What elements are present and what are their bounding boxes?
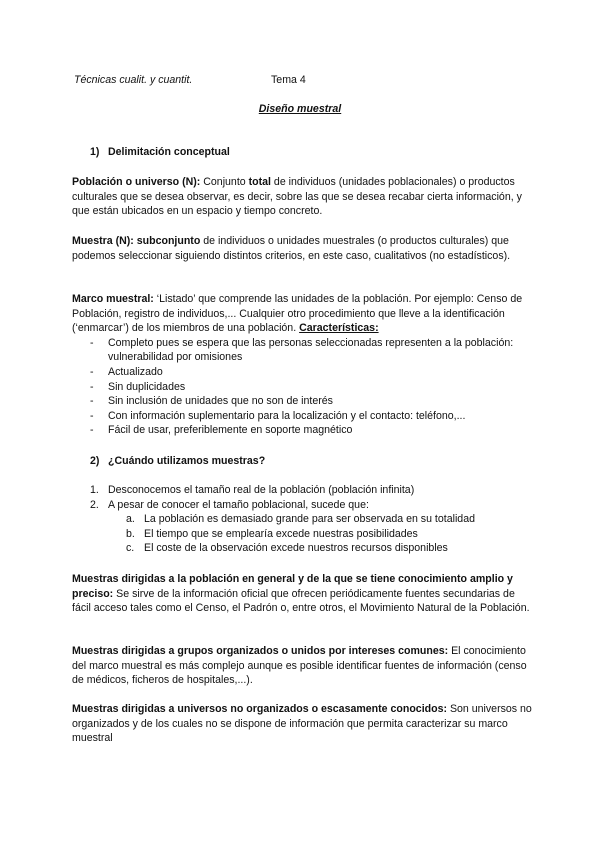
item-letter: b. <box>126 527 135 540</box>
bold-text: total <box>248 176 271 188</box>
sub-list-item <box>126 512 530 527</box>
text: Son universos no organizados y de los cuales no se dispone de información que permita caracterizar su marco muestral <box>72 703 532 745</box>
list-item: - Con información suplementario para la localización y el contacto: teléfono,... <box>90 409 532 424</box>
item-text: Desconocemos el tamaño real de la población (población infinita) <box>108 484 415 496</box>
section-1-heading <box>90 145 230 160</box>
section-1-title: Delimitación conceptual <box>108 146 230 158</box>
paragraph-poblacion <box>72 175 532 219</box>
paragraph-muestra <box>72 234 532 263</box>
bold-text: subconjunto <box>133 235 201 247</box>
item-text: La población es demasiado grande para ser observada en su totalidad <box>144 513 475 526</box>
term-marco: Marco muestral: <box>72 293 154 305</box>
text: de individuos o unidades muestrales (o productos culturales) que podemos seleccionar siguiendo distintos criterios, en este caso, cualitativos (no estadísticos). <box>72 235 511 262</box>
item-letter: a. <box>126 513 135 526</box>
page-title: Diseño muestral <box>258 103 342 115</box>
list-item: - Sin duplicidades <box>90 380 532 395</box>
header-topic: Tema 4 <box>271 74 306 86</box>
list-item: - Actualizado <box>90 365 532 380</box>
term-muestra: Muestra (N): <box>72 235 134 247</box>
list-item <box>90 498 530 556</box>
caracteristicas-list <box>90 336 532 438</box>
text: Conjunto <box>200 176 249 188</box>
term-dirigidas-universos: Muestras dirigidas a universos no organizados o escasamente conocidos: <box>72 703 448 715</box>
section-2-title: ¿Cuándo utilizamos muestras? <box>108 455 266 467</box>
list-item: - Sin inclusión de unidades que no son de interés <box>90 394 532 409</box>
item-letter: c. <box>126 542 135 555</box>
item-text: El coste de la observación excede nuestros recursos disponibles <box>144 542 448 555</box>
term-dirigidas-grupos: Muestras dirigidas a grupos organizados o unidos por intereses comunes: <box>72 645 449 657</box>
list-item <box>90 483 530 498</box>
text: de individuos (unidades poblacionales) o productos culturales que se desea observar, es decir, sobre las que se desea recabar cierta información, y que están ubicados en un espacio y tiempo concreto. <box>72 176 522 218</box>
item-text: El tiempo que se emplearía excede nuestras posibilidades <box>144 527 418 540</box>
paragraph-dirigidas-grupos <box>72 644 532 688</box>
sub-list-item <box>126 541 530 556</box>
caracteristicas-label: Características: <box>299 322 379 335</box>
list-item: - Fácil de usar, preferiblemente en soporte magnético <box>90 423 532 438</box>
paragraph-dirigidas-general <box>72 572 532 616</box>
section-2-heading <box>90 454 265 469</box>
paragraph-dirigidas-universos <box>72 702 532 746</box>
sub-list-item <box>126 527 530 542</box>
section-2-number: 2) <box>90 455 100 467</box>
paragraph-marco <box>72 292 532 438</box>
header-course: Técnicas cualit. y cuantit. <box>74 74 193 86</box>
item-number: 1. <box>90 484 99 496</box>
term-dirigidas-general: Muestras dirigidas a la población en general y de la que se tiene conocimiento amplio y preciso: <box>72 573 513 600</box>
text: ‘Listado’ que comprende las unidades de la población. Por ejemplo: Censo de Población, registro de individuos,... Cualquier otro procedimiento que lleve a la identificación (‘enmarcar’) de los miembros de una población. <box>72 293 523 335</box>
item-number: 2. <box>90 498 99 511</box>
section-1-number: 1) <box>90 146 100 158</box>
text: Se sirve de la información oficial que ofrecen periódicamente fuentes secundarias de fácil acceso tales como el Censo, el Padrón o, entre otros, el Movimiento Natural de la Población. <box>72 587 530 615</box>
sub-list <box>108 512 530 556</box>
list-item: - Completo pues se espera que las personas seleccionadas representen a la población: vulnerabilidad por omisiones <box>90 336 532 365</box>
term-poblacion: Población o universo (N): <box>72 176 201 188</box>
cuando-list <box>90 483 530 556</box>
item-text: A pesar de conocer el tamaño poblacional, sucede que: <box>108 498 369 511</box>
text: El conocimiento del marco muestral es más complejo aunque es posible identificar fuentes de información (censo de médicos, ficheros de hospitales,...). <box>72 645 527 687</box>
